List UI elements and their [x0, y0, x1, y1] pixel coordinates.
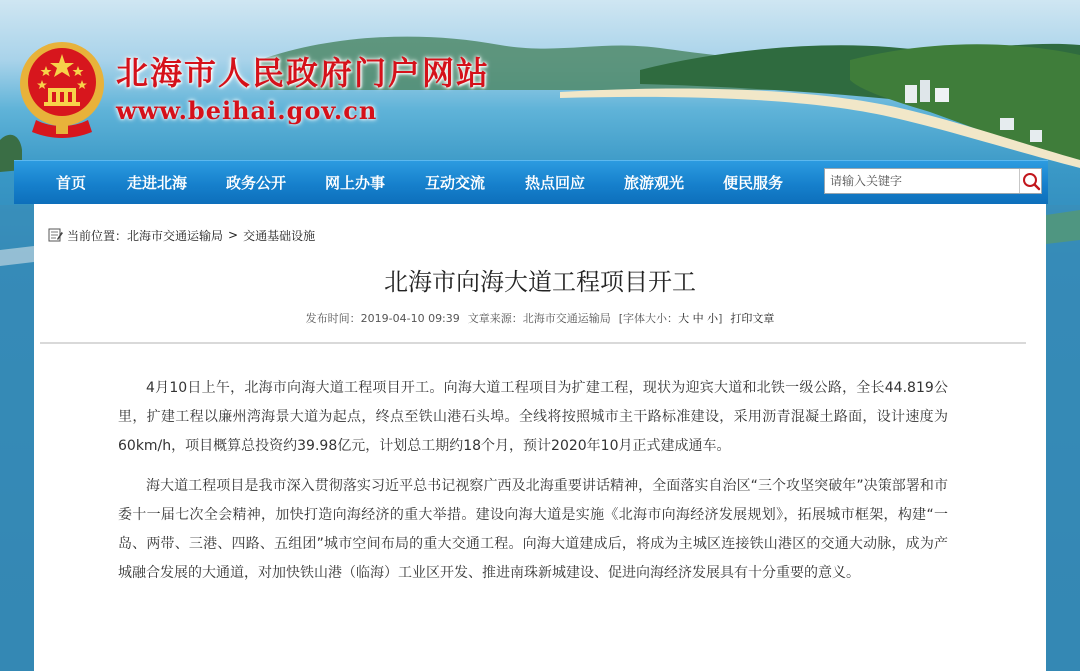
title-divider [40, 342, 1026, 344]
nav-item-tourism[interactable]: 旅游观光 [624, 174, 685, 192]
content-panel [34, 204, 1046, 671]
breadcrumb-link-transport-bureau[interactable]: 北海市交通运输局 [127, 228, 224, 243]
article-source: 北海市交通运输局 [522, 312, 611, 325]
breadcrumb-separator: > [228, 228, 239, 242]
source-label: 文章来源： [467, 312, 523, 325]
article-paragraph: 海大道工程项目是我市深入贯彻落实习近平总书记视察广西及北海重要讲话精神，全面落实自治区“三个攻坚突破年”决策部署和市委十一届七次全会精神，加快打造向海经济的重大举措。建设向海大道是实施《北海市向海经济发展规划》，拓展城市框架，构建“一岛、两带、三港、四路、五组团”城市空间布局的重大交通工程。向海大道建成后，将成为主城区连接铁山港区的交通大动脉，成为产城融合发展的大通道，对加快铁山港（临海）工业区开发、推进南珠新城建设、促进向海经济发展具有十分重要的意义。 [118, 478, 948, 581]
article-title: 北海市向海大道工程项目开工 [384, 268, 696, 296]
article-body [118, 374, 948, 599]
search-box [824, 168, 1042, 194]
breadcrumb-prefix: 当前位置： [67, 228, 128, 243]
nav-item-public-services[interactable]: 便民服务 [723, 174, 784, 192]
nav-item-interaction[interactable]: 互动交流 [425, 174, 486, 192]
article-meta [34, 310, 1046, 326]
search-icon [1020, 169, 1042, 193]
font-size-label: [字体大小： [618, 312, 679, 325]
nav-item-online-services[interactable]: 网上办事 [325, 174, 386, 192]
national-emblem-icon [16, 36, 108, 138]
font-size-large-button[interactable]: 大 [678, 312, 690, 325]
site-url: www.beihai.gov.cn [116, 96, 378, 125]
search-input[interactable] [825, 169, 1017, 193]
font-size-close-bracket: ] [718, 312, 723, 325]
nav-item-government-affairs[interactable]: 政务公开 [226, 174, 287, 192]
breadcrumb [48, 226, 315, 244]
nav-item-home[interactable]: 首页 [56, 174, 87, 192]
breadcrumb-link-infrastructure[interactable]: 交通基础设施 [243, 228, 316, 243]
location-icon [48, 228, 64, 242]
nav-item-about-beihai[interactable]: 走进北海 [127, 174, 188, 192]
publish-time: 2019-04-10 09:39 [360, 312, 460, 325]
article-paragraph: 4月10日上午，北海市向海大道工程项目开工。向海大道工程项目为扩建工程，现状为迎宾大道和北铁一级公路，全长44.819公里，扩建工程以廉州湾海景大道为起点，终点至铁山港石头埠。全线将按照城市主干路标准建设，采用沥青混凝土路面，设计速度为60km/h，项目概算总投资约39.98亿元，计划总工期约18个月，预计2020年10月正式建成通车。 [118, 380, 948, 454]
font-size-small-button[interactable]: 小 [707, 312, 719, 325]
nav-item-hot-responses[interactable]: 热点回应 [525, 174, 586, 192]
publish-time-label: 发布时间： [305, 312, 361, 325]
print-article-button[interactable]: 打印文章 [730, 312, 775, 325]
site-title: 北海市人民政府门户网站 [116, 54, 491, 92]
font-size-medium-button[interactable]: 中 [692, 312, 704, 325]
search-button[interactable] [1019, 169, 1041, 193]
